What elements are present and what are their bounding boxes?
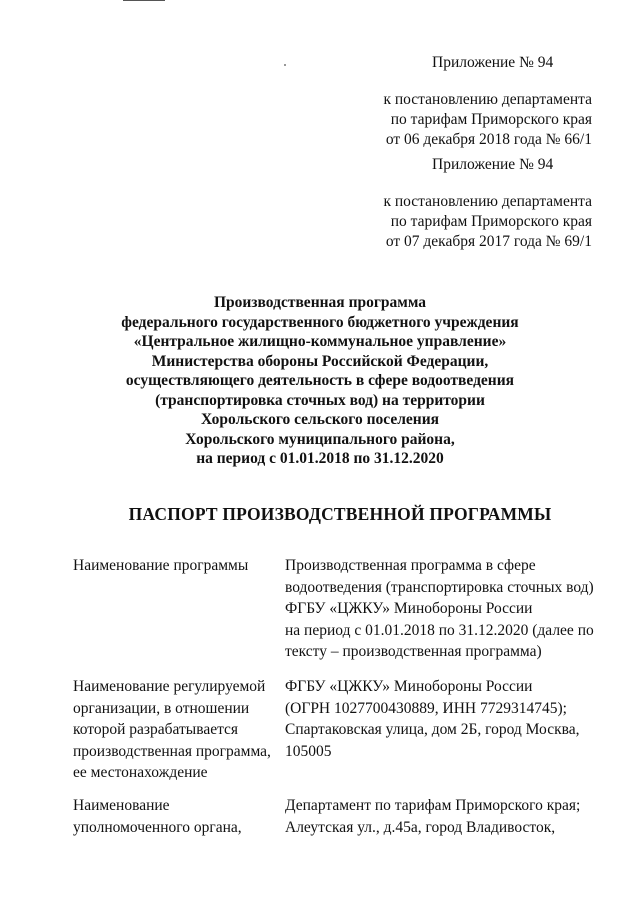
appendix-current-line: по тарифам Приморского края [390,111,592,128]
appendix-current-title: Приложение № 94 [432,54,554,71]
program-title-line: (транспортировка сточных вод) на территории [155,391,485,409]
value-line: ФГБУ «ЦЖКУ» Минобороны России [285,600,533,617]
value-line: водоотведения (транспортировка сточных вод) [285,578,594,596]
program-title [0,293,640,469]
appendix-previous-line: к постановлению департамента [383,193,592,210]
appendix-current-line: к постановлению департамента [383,91,592,108]
label-line: производственная программа, [73,742,271,760]
value-line: Департамент по тарифам Приморского края; [285,797,581,814]
program-title-line: федерального государственного бюджетного учреждения [121,313,519,331]
program-title-line: осуществляющего деятельность в сфере водоотведения [125,372,515,389]
value-line: ФГБУ «ЦЖКУ» Минобороны России [285,678,533,695]
program-title-line: «Центральное жилищно-коммунальное управление» [133,333,507,350]
program-title-line: Производственная программа [213,294,427,311]
passport-heading: ПАСПОРТ ПРОИЗВОДСТВЕННОЙ ПРОГРАММЫ [128,504,552,524]
appendix-previous-title: Приложение № 94 [432,156,554,173]
value-line: Производственная программа в сфере [285,557,536,574]
program-title-line: Хорольского муниципального района, [185,430,455,448]
label-line: Наименование регулируемой [73,678,266,695]
value-line: на период с 01.01.2018 по 31.12.2020 (далее по [285,621,594,639]
scan-speck [284,64,286,66]
value-line: 105005 [285,742,332,760]
program-title-line: Министерства обороны Российской Федерации, [151,352,489,370]
passport-row-label [73,795,278,838]
appendix-previous-line: по тарифам Приморского края [390,213,592,230]
value-line: тексту – производственная программа) [285,643,542,660]
value-line: Спартаковская улица, дом 2Б, город Москва, [285,721,580,738]
value-line: Алеутская ул., д.45а, город Владивосток, [285,818,556,836]
label-line: Наименование [73,797,170,814]
program-title-line: на период с 01.01.2018 по 31.12.2020 [196,450,444,467]
passport-row-label [73,676,278,784]
label-line: которой разрабатывается [73,721,239,738]
program-title-line: Хорольского сельского поселения [200,411,440,428]
appendix-previous-line: от 07 декабря 2017 года № 69/1 [385,233,592,250]
passport-row-value [285,795,605,838]
label-line: уполномоченного органа, [73,818,242,836]
label-line: ее местонахождение [73,764,208,781]
appendix-current-line: от 06 декабря 2018 года № 66/1 [385,131,592,148]
scan-edge-mark [123,0,165,1]
label-line: Наименование программы [73,557,249,574]
passport-row-label [73,555,278,577]
passport-row-value [285,676,605,762]
label-line: организации, в отношении [73,699,250,717]
value-line: (ОГРН 1027700430889, ИНН 7729314745); [285,699,567,717]
appendix-current-reference [383,90,592,150]
appendix-previous-reference [383,192,592,252]
passport-row-value [285,555,605,663]
